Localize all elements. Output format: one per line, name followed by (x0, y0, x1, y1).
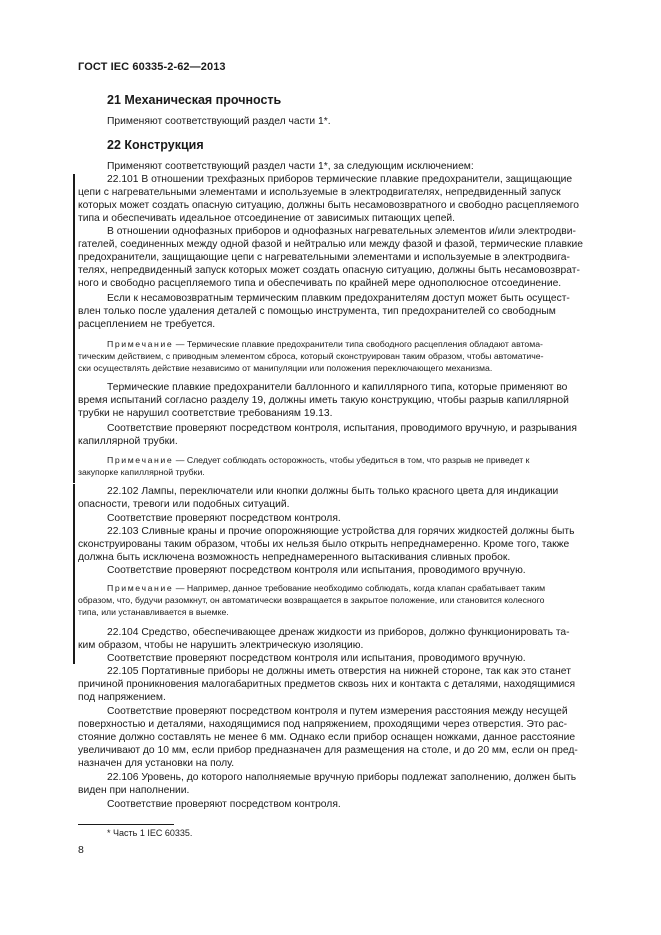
paragraph-line: трубки не нарушил соответствие требованиям 19.13. (78, 408, 333, 419)
note-1-line: Примечание — Термические плавкие предохранители типа свободного расцепления обладают автома- (107, 339, 543, 349)
paragraph-line: 22.104 Средство, обеспечивающее дренаж жидкости из приборов, должно функционировать та- (107, 627, 570, 638)
paragraph-line: телях, непредвиденный запуск которых может создать опасную ситуацию, должны быть несамовозврат- (78, 265, 580, 276)
paragraph-line: Соответствие проверяют посредством контроля. (107, 513, 341, 524)
paragraph-line: которых может создать опасную ситуацию, должны быть несамовозвратного и свободно расцепляемого (78, 200, 580, 211)
paragraph-line: под напряжением. (78, 692, 166, 703)
note-2-line: Примечание — Следует соблюдать осторожность, чтобы убедиться в том, что разрыв не приведет к (107, 455, 530, 465)
paragraph-line: В отношении однофазных приборов и однофазных нагревательных элементов и/или электродви- (107, 226, 576, 237)
paragraph-line: влен только после удаления деталей с помощью инструмента, тип предохранителей со свободным (78, 306, 556, 317)
paragraph-line: должна быть исключена возможность непреднамеренного вытаскивания сливных пробок. (78, 552, 511, 563)
document-header: ГОСТ IEC 60335-2-62—2013 (78, 61, 226, 73)
paragraph-line: ного и свободно расцепляемого типа и обеспечивать по крайней мере однополюсное отсоединение. (78, 278, 562, 289)
paragraph-line: время испытаний согласно разделу 19, должны иметь такую конструкцию, чтобы разрыв капиллярной (78, 395, 569, 406)
note-label: Примечание (107, 583, 174, 593)
section-21-title: 21 Механическая прочность (107, 93, 282, 107)
note-3-line: типа, или устанавливается в выемке. (78, 607, 229, 617)
paragraph-line: 22.102 Лампы, переключатели или кнопки должны быть только красного цвета для индикации (107, 486, 559, 497)
section-21-text: Применяют соответствующий раздел части 1*. (107, 116, 331, 127)
paragraph-line: стояние должно составлять не менее 6 мм. Однако если прибор оснащен ножками, данное расстояние (78, 732, 576, 743)
change-bar (73, 484, 75, 664)
paragraph-line: типа и обеспечивать идеальное отсоединение от зависимых питающих цепей. (78, 213, 456, 224)
paragraph-line: расцеплением не требуется. (78, 319, 216, 330)
paragraph-line: 22.106 Уровень, до которого наполняемые вручную приборы подлежат заполнению, должен быть (107, 772, 577, 783)
paragraph-line: Соответствие проверяют посредством контроля или испытания, проводимого вручную. (107, 653, 526, 664)
change-bar (73, 174, 75, 483)
paragraph-line: Соответствие проверяют посредством контроля и путем измерения расстояния между несущей (107, 706, 568, 717)
note-label: Примечание (107, 339, 174, 349)
paragraph-line: 22.103 Сливные краны и прочие опорожняющие устройства для горячих жидкостей должны быть (107, 526, 575, 537)
paragraph-line: Соответствие проверяют посредством контроля. (107, 799, 341, 810)
footnote-rule (78, 824, 174, 825)
paragraph-line: гателей, соединенных между одной фазой и нейтралью или между фазой и фазой, термические плавкие (78, 239, 583, 250)
paragraph-line: 22.101 В отношении трехфазных приборов термические плавкие предохранители, защищающие (107, 174, 573, 185)
paragraph-line: увеличивают до 10 мм, если прибор предназначен для размещения на столе, и до 20 мм, если он пред- (78, 745, 578, 756)
paragraph-line: назначен для установки на полу. (78, 758, 235, 769)
note-label: Примечание (107, 455, 174, 465)
paragraph-line: цепи с нагревательными элементами и используемые в электродвигателях, непредвиденный запуск (78, 187, 561, 198)
paragraph-line: Соответствие проверяют посредством контроля или испытания, проводимого вручную. (107, 565, 526, 576)
paragraph-line: капиллярной трубки. (78, 436, 178, 447)
section-22-title: 22 Конструкция (107, 138, 204, 152)
paragraph-line: Соответствие проверяют посредством контроля, испытания, проводимого вручную, и разрывания (107, 423, 577, 434)
paragraph-line: предохранители, защищающие цепи с нагревательными элементами и используемые в электродвига- (78, 252, 570, 263)
paragraph-line: Если к несамовозвратным термическим плавким предохранителям доступ может быть осущест- (107, 293, 570, 304)
note-1-line: ски осуществлять действие независимо от манипуляции или положения переключающего механизма. (78, 363, 493, 373)
paragraph-line: Термические плавкие предохранители баллонного и капиллярного типа, которые применяют во (107, 382, 568, 393)
note-3-line: Примечание — Например, данное требование необходимо соблюдать, когда клапан срабатывает таким (107, 583, 546, 593)
paragraph-line: поверхностью и деталями, находящимися под напряжением, проходящими через отверстия. Это рас- (78, 719, 568, 730)
paragraph-line: Применяют соответствующий раздел части 1*, за следующим исключением: (107, 161, 474, 172)
page-number: 8 (78, 844, 84, 856)
paragraph-line: ким образом, чтобы не нарушить электрическую изоляцию. (78, 640, 364, 651)
note-3-line: образом, что, будучи разомкнут, он автоматически возвращается в закрытое положение, или становится колесного (78, 595, 545, 605)
footnote: * Часть 1 IEC 60335. (107, 828, 193, 838)
paragraph-line: сконструированы таким образом, чтобы их нельзя было открыть непреднамеренно. Кроме того, также (78, 539, 570, 550)
paragraph-line: опасности, тревоги или подобных ситуаций. (78, 499, 290, 510)
note-1-line: тическим действием, с приводным элементом сброса, который сконструирован таким образом, чтобы автоматиче- (78, 351, 544, 361)
paragraph-line: виден при наполнении. (78, 785, 190, 796)
paragraph-line: причиной проникновения малогабаритных предметов сквозь них и контакта с деталями, находящимися (78, 679, 576, 690)
note-2-line: закупорке капиллярной трубки. (78, 467, 205, 477)
paragraph-line: 22.105 Портативные приборы не должны иметь отверстия на нижней стороне, так как это станет (107, 666, 571, 677)
